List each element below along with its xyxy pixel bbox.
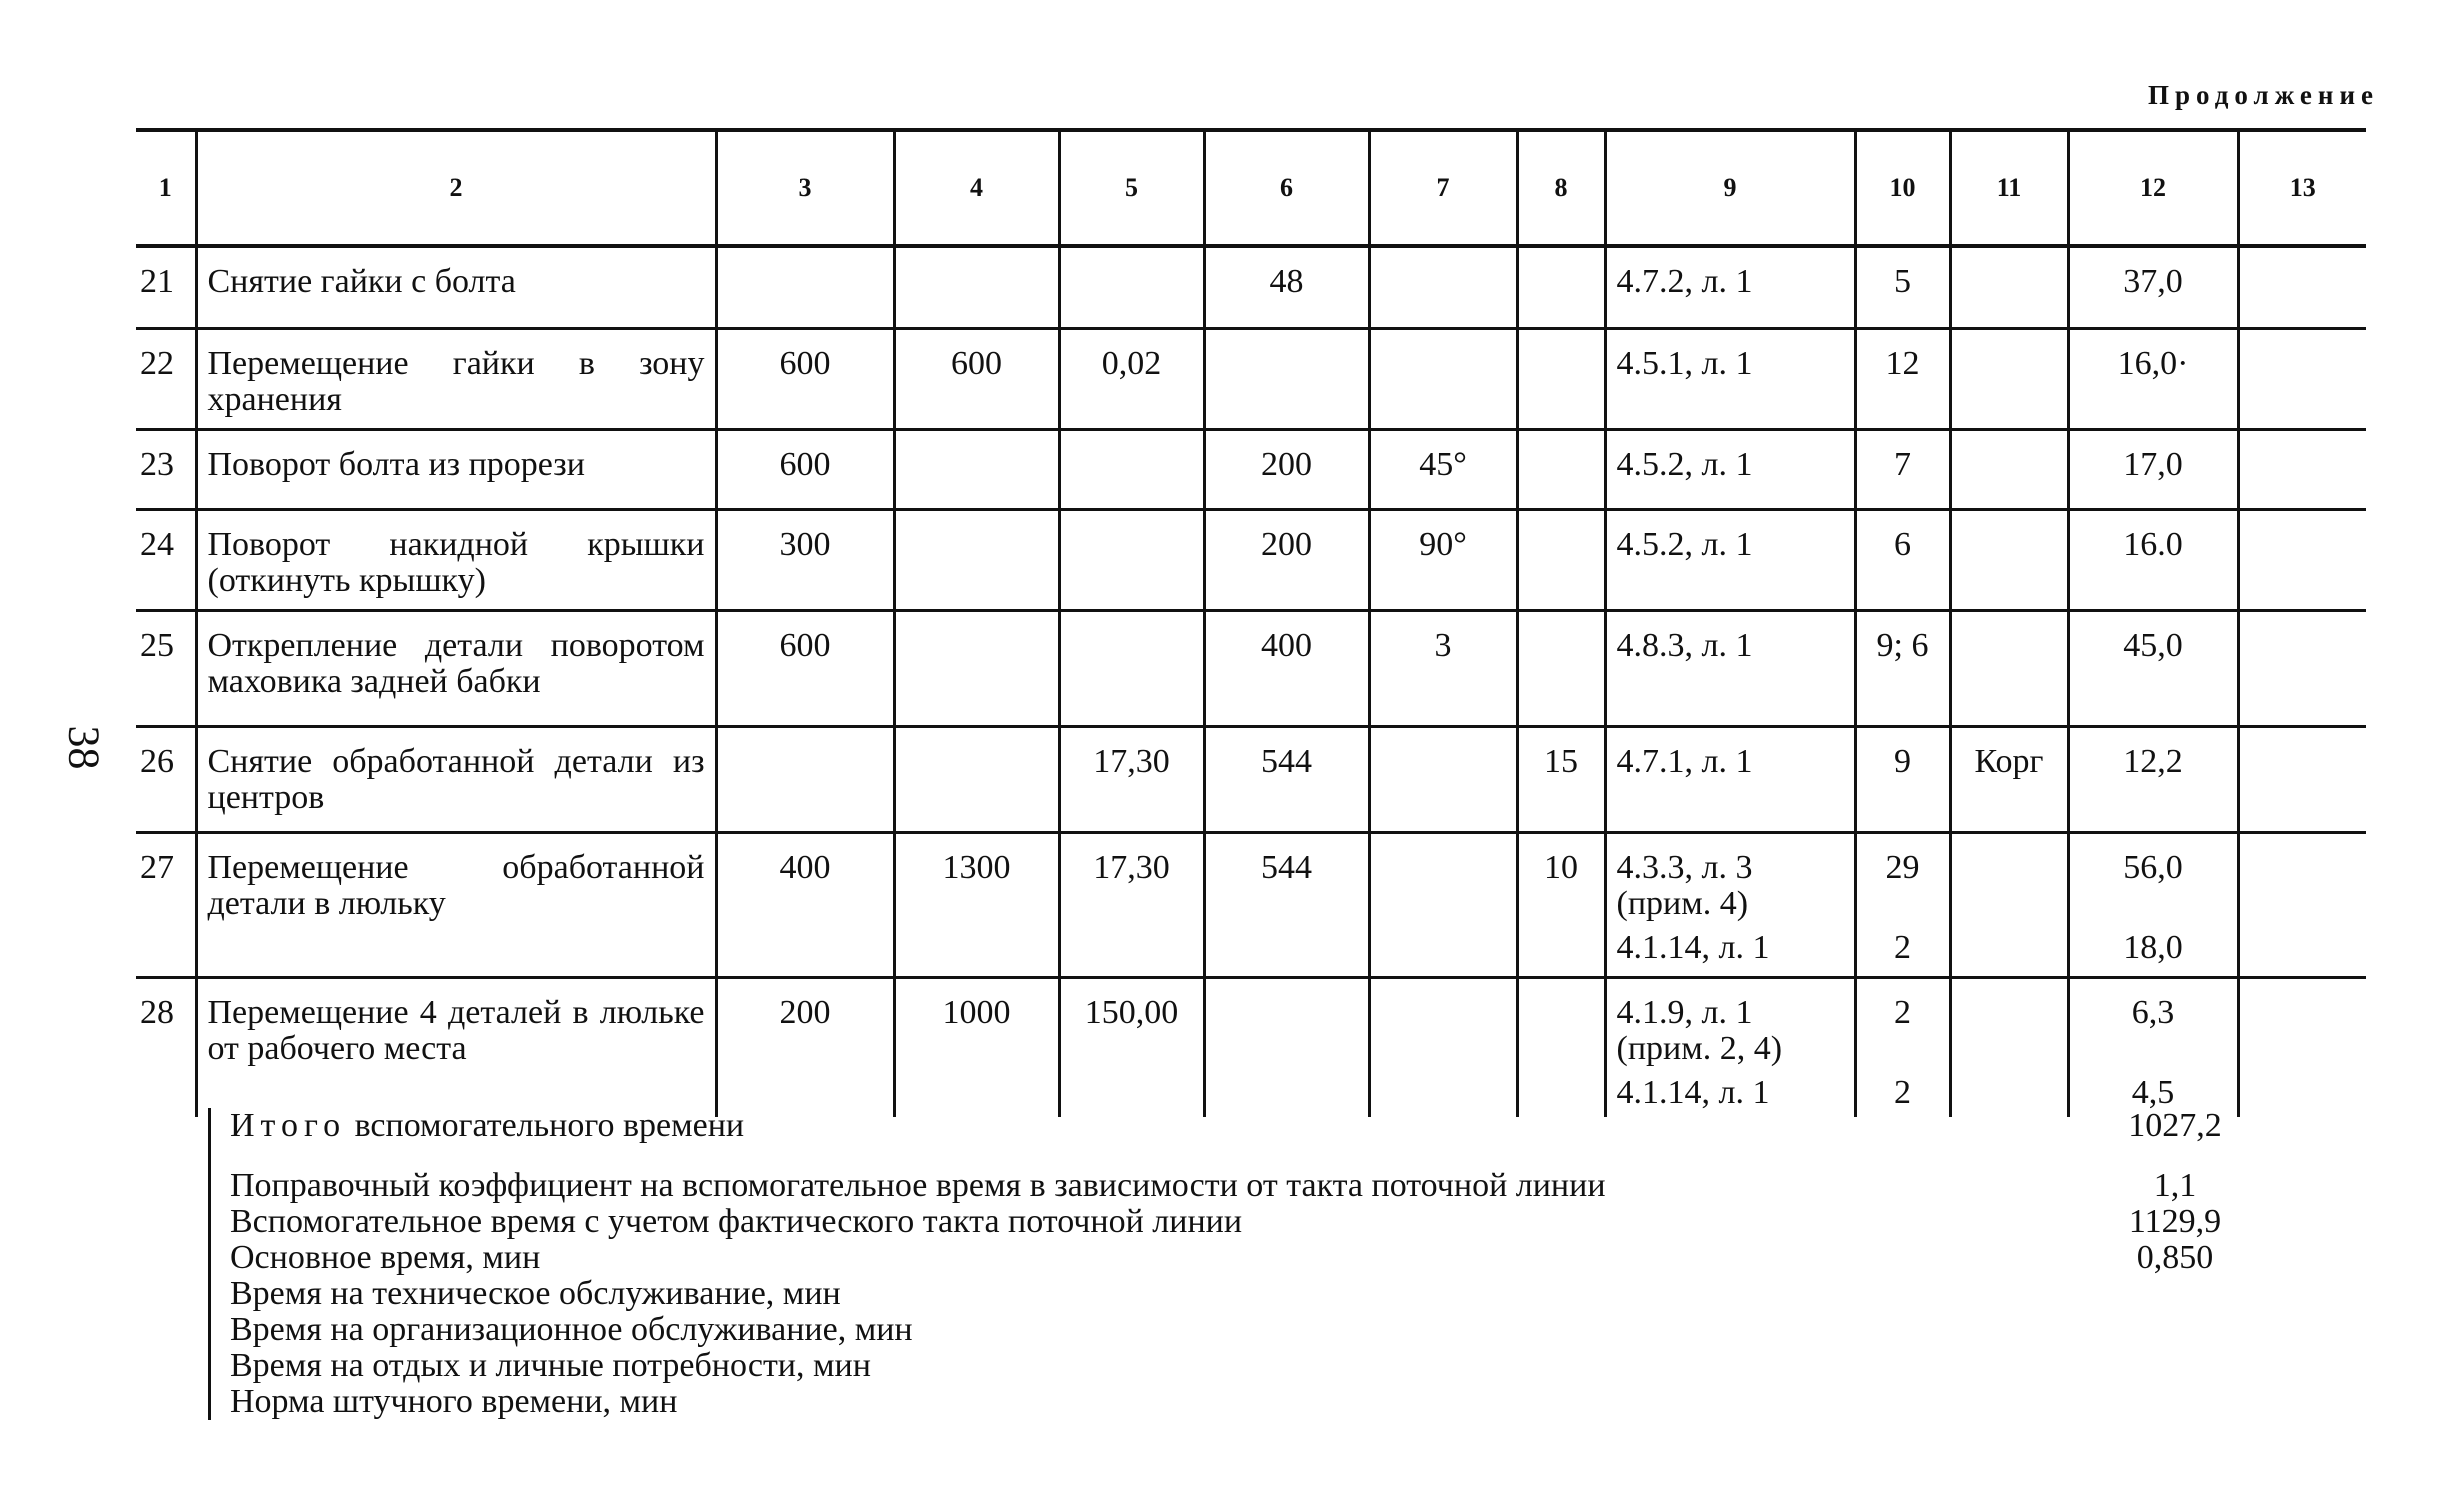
summary-row (230, 1276, 2240, 1312)
header-cell: 3 (716, 130, 894, 246)
table-cell: 9 (1855, 726, 1950, 832)
table-cell: 0,02 (1059, 328, 1204, 429)
header-cell: 1 (136, 130, 196, 246)
table-cell (1059, 246, 1204, 328)
summary-row (230, 1348, 2240, 1384)
value-line: 4,5 (2131, 1073, 2175, 1111)
summary-label: Время на организационное обслуживание, мин (230, 1311, 913, 1348)
summary-row (230, 1168, 2240, 1204)
summary-label: Норма штучного времени, мин (230, 1383, 678, 1420)
row-number: 21 (136, 246, 196, 328)
table-cell (1369, 246, 1517, 328)
table-row (136, 726, 2366, 832)
value-line: 18,0 (2123, 928, 2183, 966)
summary-value: 1,1 (2153, 1167, 2197, 1204)
time-cell (2068, 832, 2238, 977)
table-row (136, 429, 2366, 509)
table-cell: 1300 (894, 832, 1059, 977)
summary-row (230, 1384, 2240, 1420)
table-cell (1950, 610, 2068, 726)
table-cell: 90° (1369, 509, 1517, 610)
table-cell (2238, 509, 2366, 610)
table-cell (716, 726, 894, 832)
summary-row (230, 1204, 2240, 1240)
reference-line: 4.1.14, л. 1 (1616, 1073, 1770, 1111)
table-cell (1950, 832, 2068, 977)
table-row (136, 832, 2366, 977)
summary-label: Время на техническое обслуживание, мин (230, 1275, 841, 1312)
summary-value: 0,850 (2136, 1239, 2214, 1276)
value-line: 2 (1894, 1073, 1911, 1111)
header-cell: 7 (1369, 130, 1517, 246)
table-cell (1517, 610, 1605, 726)
table-cell (1517, 328, 1605, 429)
summary-label: Вспомогательное время с учетом фактического такта поточной линии (230, 1203, 1243, 1240)
summary-label: Поправочный коэффициент на вспомогательное время в зависимости от такта поточной линии (230, 1167, 1606, 1204)
table-cell (2238, 832, 2366, 977)
header-cell: 13 (2238, 130, 2366, 246)
operation-name: Снятие гайки с болта (196, 246, 716, 328)
table-cell (2238, 429, 2366, 509)
summary-label: Основное время, мин (230, 1239, 541, 1276)
table-header (136, 130, 2366, 246)
time-cell: 37,0 (2068, 246, 2238, 328)
summary-value (2110, 1276, 2240, 1312)
table-row (136, 328, 2366, 429)
value-line: 2 (1894, 993, 1911, 1031)
row-number: 24 (136, 509, 196, 610)
table-cell (1517, 509, 1605, 610)
reference-line: 4.3.3, л. 3 (прим. 4) (1616, 848, 1753, 922)
summary-total-rest: вспомогательного времени (354, 1107, 745, 1144)
reference-cell (1605, 977, 1855, 1117)
header-cell: 12 (2068, 130, 2238, 246)
table-cell: 600 (716, 610, 894, 726)
table-cell: 7 (1855, 429, 1950, 509)
table-cell (894, 610, 1059, 726)
table-row (136, 246, 2366, 328)
value-line: 56,0 (2123, 848, 2183, 886)
org-coefficient-cell: Корг (1950, 726, 2068, 832)
table-cell (1517, 977, 1605, 1117)
summary-value (2110, 1384, 2240, 1420)
operation-name: Снятие обработанной детали из центров (196, 726, 716, 832)
operation-name: Открепление детали поворотом маховика задней бабки (196, 610, 716, 726)
table-cell (1369, 832, 1517, 977)
time-cell: 12,2 (2068, 726, 2238, 832)
summary-value (2110, 1312, 2240, 1348)
header-cell: 4 (894, 130, 1059, 246)
table-cell: 400 (1204, 610, 1369, 726)
continuation-label: Продолжение (2148, 80, 2379, 110)
value-line: 6,3 (2131, 993, 2175, 1031)
table-row (136, 977, 2366, 1117)
table-cell: 9; 6 (1855, 610, 1950, 726)
table-cell (894, 429, 1059, 509)
header-cell: 11 (1950, 130, 2068, 246)
summary-value: 1129,9 (2128, 1203, 2222, 1240)
reference-cell: 4.5.2, л. 1 (1605, 429, 1855, 509)
table-cell: 10 (1517, 832, 1605, 977)
table-cell: 5 (1855, 246, 1950, 328)
header-cell: 10 (1855, 130, 1950, 246)
row-number: 22 (136, 328, 196, 429)
summary-total-label (230, 1108, 744, 1144)
table-cell (1369, 977, 1517, 1117)
table-cell (2238, 328, 2366, 429)
norm-table (136, 128, 2366, 1117)
reference-line: 4.1.9, л. 1 (прим. 2, 4) (1616, 993, 1783, 1067)
table-cell (894, 509, 1059, 610)
table-cell: 400 (716, 832, 894, 977)
reference-cell: 4.5.1, л. 1 (1605, 328, 1855, 429)
table-cell (1950, 429, 2068, 509)
header-cell: 2 (196, 130, 716, 246)
header-cell: 6 (1204, 130, 1369, 246)
table-cell: 200 (1204, 509, 1369, 610)
table-cell (2238, 610, 2366, 726)
summary-label: Время на отдых и личные потребности, мин (230, 1347, 871, 1384)
reference-cell: 4.8.3, л. 1 (1605, 610, 1855, 726)
row-number: 25 (136, 610, 196, 726)
table-cell: 600 (894, 328, 1059, 429)
table-cell: 200 (1204, 429, 1369, 509)
row-number: 27 (136, 832, 196, 977)
table-row (136, 509, 2366, 610)
table-cell (1855, 832, 1950, 977)
row-number: 23 (136, 429, 196, 509)
table-cell (1950, 246, 2068, 328)
summary-value (2110, 1348, 2240, 1384)
time-cell: 16.0 (2068, 509, 2238, 610)
page-number: 38 (59, 725, 109, 770)
table-cell: 45° (1369, 429, 1517, 509)
summary-bracket (208, 1108, 211, 1420)
table-cell: 544 (1204, 832, 1369, 977)
header-cell: 8 (1517, 130, 1605, 246)
table-cell (2238, 246, 2366, 328)
table-cell: 48 (1204, 246, 1369, 328)
table-cell (1059, 429, 1204, 509)
header-cell: 9 (1605, 130, 1855, 246)
operation-name: Перемещение гайки в зону хранения (196, 328, 716, 429)
table-cell (1059, 610, 1204, 726)
table-cell (1517, 246, 1605, 328)
table-cell: 600 (716, 328, 894, 429)
table-cell: 200 (716, 977, 894, 1117)
reference-cell: 4.5.2, л. 1 (1605, 509, 1855, 610)
table-cell: 6 (1855, 509, 1950, 610)
summary-row (230, 1240, 2240, 1276)
operation-name: Поворот накидной крышки (откинуть крышку) (196, 509, 716, 610)
reference-line: 4.1.14, л. 1 (1616, 928, 1770, 966)
table-cell (1204, 328, 1369, 429)
table-cell (716, 246, 894, 328)
summary-block (230, 1108, 2240, 1420)
summary-total-word: Итого (230, 1107, 347, 1144)
table-cell: 150,00 (1059, 977, 1204, 1117)
table-cell: 300 (716, 509, 894, 610)
reference-cell (1605, 832, 1855, 977)
table-cell (1855, 977, 1950, 1117)
summary-total-row (230, 1108, 2240, 1144)
value-line: 2 (1894, 928, 1911, 966)
table-cell: 1000 (894, 977, 1059, 1117)
summary-total-value: 1027,2 (2128, 1107, 2222, 1144)
summary-row (230, 1312, 2240, 1348)
time-cell: 17,0 (2068, 429, 2238, 509)
table-row (136, 610, 2366, 726)
table-cell (1204, 977, 1369, 1117)
time-cell (2068, 977, 2238, 1117)
time-cell: 45,0 (2068, 610, 2238, 726)
table-cell (1517, 429, 1605, 509)
table-cell: 12 (1855, 328, 1950, 429)
row-number: 28 (136, 977, 196, 1117)
operation-name: Поворот болта из прорези (196, 429, 716, 509)
table-cell (1950, 509, 2068, 610)
table-cell: 3 (1369, 610, 1517, 726)
table-cell (2238, 726, 2366, 832)
table-cell (1950, 328, 2068, 429)
table-cell (894, 726, 1059, 832)
table-cell: 600 (716, 429, 894, 509)
time-cell: 16,0· (2068, 328, 2238, 429)
table-cell (2238, 977, 2366, 1117)
table-cell (1369, 328, 1517, 429)
reference-cell: 4.7.2, л. 1 (1605, 246, 1855, 328)
table-cell: 17,30 (1059, 726, 1204, 832)
reference-cell: 4.7.1, л. 1 (1605, 726, 1855, 832)
table-cell: 15 (1517, 726, 1605, 832)
row-number: 26 (136, 726, 196, 832)
table-cell (1950, 977, 2068, 1117)
table-cell (1059, 509, 1204, 610)
table-cell: 17,30 (1059, 832, 1204, 977)
value-line: 29 (1885, 848, 1920, 886)
operation-name: Перемещение 4 деталей в люльке от рабочего места (196, 977, 716, 1117)
table-cell: 544 (1204, 726, 1369, 832)
table-cell (1369, 726, 1517, 832)
header-cell: 5 (1059, 130, 1204, 246)
table-cell (894, 246, 1059, 328)
operation-name: Перемещение обработанной детали в люльку (196, 832, 716, 977)
